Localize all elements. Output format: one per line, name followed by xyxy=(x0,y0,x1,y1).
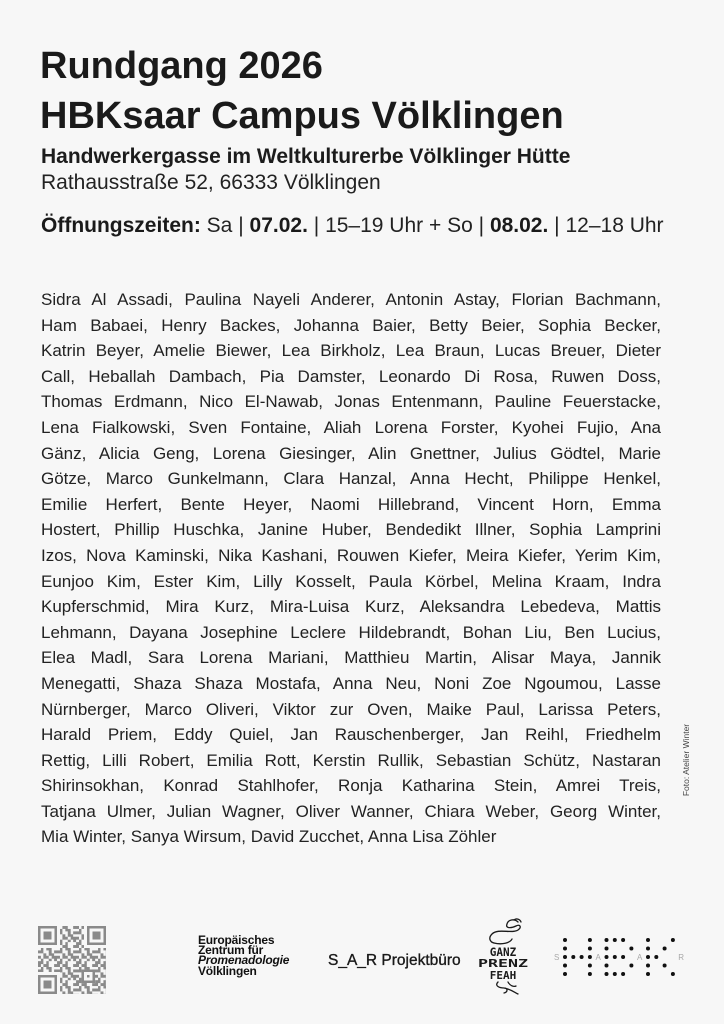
qr-code-icon xyxy=(38,926,106,994)
ganz-logo-line: FEAH xyxy=(489,969,517,982)
names-line: Götze, Marco Gunkelmann, Clara Hanzal, Anna Hecht, Philippe Henkel, xyxy=(41,469,661,489)
day-2: So xyxy=(447,214,473,237)
ganz-logo-line: PRENZ xyxy=(478,957,529,970)
ezp-logo-line: Völklingen xyxy=(198,963,257,978)
names-line: Kupferschmid, Mira Kurz, Mira-Luisa Kurz, Aleksandra Lebedeva, Mattis xyxy=(41,597,661,617)
names-line: Gänz, Alicia Geng, Lorena Giesinger, Alin Gnettner, Julius Gödtel, Marie xyxy=(41,443,661,463)
ganz-logo-icon xyxy=(474,916,534,996)
names-line: Rettig, Lilli Robert, Emilia Rott, Kerstin Rullik, Sebastian Schütz, Nastaran xyxy=(41,750,661,770)
names-line: Mia Winter, Sanya Wirsum, David Zucchet, Anna Lisa Zöhler xyxy=(41,827,497,847)
names-line: Thomas Erdmann, Nico El-Nawab, Jonas Entenmann, Pauline Feuerstacke, xyxy=(41,392,661,412)
hbk-small-letter: S xyxy=(554,953,560,962)
day-1: Sa xyxy=(206,214,233,237)
names-line: Izos, Nova Kaminski, Nika Kashani, Rouwen Kiefer, Meira Kiefer, Yerim Kim, xyxy=(41,545,661,565)
names-line: Tatjana Ulmer, Julian Wagner, Oliver Wanner, Chiara Weber, Georg Winter, xyxy=(41,801,661,821)
address: Rathausstraße 52, 66333 Völklingen xyxy=(41,171,381,194)
separator: | xyxy=(238,214,244,237)
hbk-small-letter: A xyxy=(595,953,601,962)
names-line: Katrin Beyer, Amelie Biewer, Lea Birkholz, Lea Braun, Lucas Breuer, Dieter xyxy=(41,341,661,361)
date-2: 08.02. xyxy=(489,214,549,237)
time-2: 12–18 Uhr xyxy=(565,214,664,237)
names-line: Lena Fialkowski, Sven Fontaine, Aliah Lorena Forster, Kyohei Fujio, Ana xyxy=(41,417,661,437)
poster-title xyxy=(40,41,564,141)
names-line: Sidra Al Assadi, Paulina Nayeli Anderer, Antonin Astay, Florian Bachmann, xyxy=(41,290,661,309)
names-line: Hostert, Phillip Huschka, Janine Huber, Bendedikt Illner, Sophia Lamprini xyxy=(41,520,661,540)
hbk-dot-letters xyxy=(563,938,675,976)
ezp-logo-line: Zentrum für xyxy=(198,942,264,957)
names-line: Emilie Herfert, Bente Heyer, Naomi Hillebrand, Vincent Horn, Emma xyxy=(41,494,661,514)
ganz-logo-line: GANZ xyxy=(489,945,517,959)
hbk-small-letter: R xyxy=(678,953,685,962)
separator: | xyxy=(478,214,485,237)
names-line: Lehmann, Dayana Josephine Leclere Hildebrandt, Bohan Liu, Ben Lucius, xyxy=(41,622,661,642)
opening-hours-label: Öffnungszeiten: xyxy=(41,214,201,237)
time-1: 15–19 Uhr xyxy=(325,214,424,237)
names-line: Shirinsokhan, Konrad Stahlhofer, Ronja Katharina Stein, Amrei Treis, xyxy=(41,776,661,796)
opening-hours xyxy=(41,215,664,236)
title-line-2: HBKsaar Campus Völklingen xyxy=(40,95,564,137)
names-line: Ham Babaei, Henry Backes, Johanna Baier, Betty Beier, Sophia Becker, xyxy=(41,315,661,335)
date-1: 07.02. xyxy=(249,214,308,237)
names-line: Nürnberger, Marco Oliveri, Viktor zur Oven, Maike Paul, Larissa Peters, xyxy=(41,699,661,719)
names-line: Eunjoo Kim, Ester Kim, Lilly Kosselt, Paula Körbel, Melina Kraam, Indra xyxy=(41,571,661,591)
hbk-small-letter: A xyxy=(637,953,643,962)
sar-logo: S_A_R Projektbüro xyxy=(328,951,461,969)
names-line: Menegatti, Shaza Shaza Mostafa, Anna Neu, Noni Zoe Ngoumou, Lasse xyxy=(41,673,661,693)
hbk-logo xyxy=(550,932,690,982)
names-line: Harald Priem, Eddy Quiel, Jan Rauschenberger, Jan Reihl, Friedhelm xyxy=(41,725,661,745)
ezp-logo xyxy=(198,932,290,978)
venue: Handwerkergasse im Weltkulturerbe Völklinger Hütte xyxy=(41,144,571,168)
joiner: + xyxy=(428,214,442,237)
names-line: Elea Madl, Sara Lorena Mariani, Matthieu Martin, Alisar Maya, Jannik xyxy=(41,648,661,668)
separator: | xyxy=(313,214,320,237)
title-line-1: Rundgang 2026 xyxy=(40,45,323,87)
participants-list xyxy=(41,287,661,850)
names-line: Call, Heballah Dambach, Pia Damster, Leonardo Di Rosa, Ruwen Doss, xyxy=(41,366,661,386)
ezp-logo-line: Europäisches xyxy=(198,932,275,947)
separator: | xyxy=(554,214,560,237)
photo-credit: Foto: Atelier Winter xyxy=(681,723,691,797)
ezp-logo-line: Promenadologie xyxy=(198,953,290,968)
